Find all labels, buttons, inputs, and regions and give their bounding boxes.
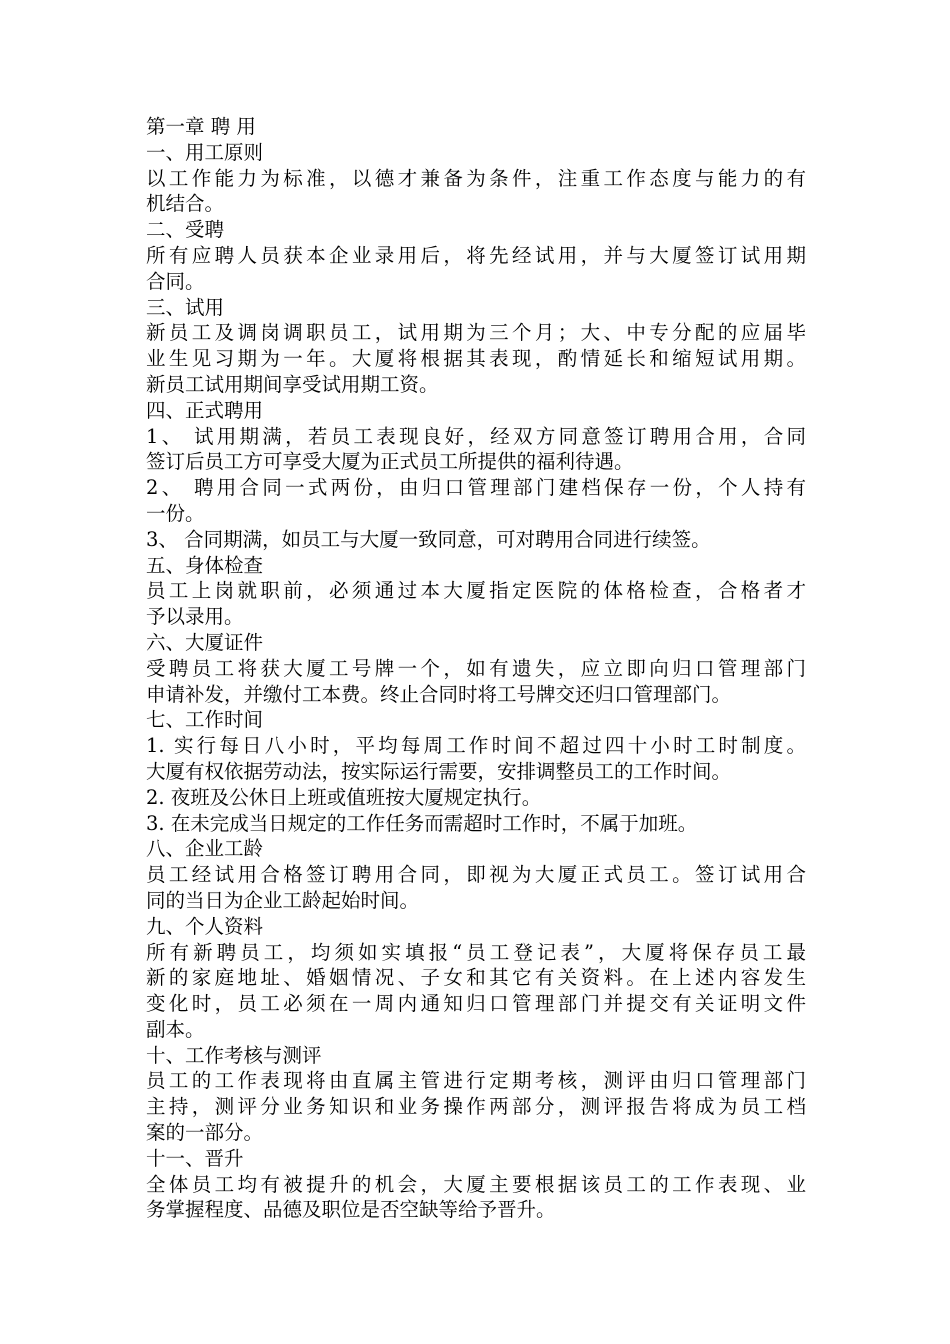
paragraph-line: 所有应聘人员获本企业录用后，将先经试用，并与大厦签订试用期	[146, 243, 806, 267]
paragraph-line: 3. 在未完成当日规定的工作任务而需超时工作时，不属于加班。	[146, 811, 698, 835]
paragraph-line: 以工作能力为标准，以德才兼备为条件，注重工作态度与能力的有	[146, 166, 806, 190]
section-heading: 第一章 聘 用	[146, 115, 256, 138]
paragraph-line: 一份。	[146, 501, 205, 525]
section-heading: 十、工作考核与测评	[146, 1043, 322, 1067]
document-body	[146, 114, 806, 1223]
paragraph-line: 1、 试用期满，若员工表现良好，经双方同意签订聘用合用，合同	[146, 424, 806, 448]
paragraph-line: 员工上岗就职前，必须通过本大厦指定医院的体格检查，合格者才	[146, 579, 806, 603]
paragraph-line: 3、 合同期满，如员工与大厦一致同意，可对聘用合同进行续签。	[146, 527, 711, 551]
paragraph-line: 新的家庭地址、婚姻情况、子女和其它有关资料。在上述内容发生	[146, 966, 806, 990]
paragraph-line: 副本。	[146, 1017, 205, 1041]
paragraph-line: 案的一部分。	[146, 1121, 264, 1145]
section-heading: 三、试用	[146, 295, 225, 319]
paragraph-line: 员工经试用合格签订聘用合同，即视为大厦正式员工。签订试用合	[146, 863, 806, 887]
paragraph-line: 受聘员工将获大厦工号牌一个，如有遗失，应立即向归口管理部门	[146, 656, 806, 680]
paragraph-line: 主持，测评分业务知识和业务操作两部分，测评报告将成为员工档	[146, 1095, 806, 1119]
section-heading: 六、大厦证件	[146, 630, 264, 654]
paragraph-line: 新员工及调岗调职员工，试用期为三个月；大、中专分配的应届毕	[146, 321, 806, 345]
paragraph-line: 大厦有权依据劳动法，按实际运行需要，安排调整员工的工作时间。	[146, 759, 732, 783]
section-heading: 九、个人资料	[146, 914, 264, 938]
paragraph-line: 全体员工均有被提升的机会，大厦主要根据该员工的工作表现、业	[146, 1172, 806, 1196]
section-heading: 七、工作时间	[146, 708, 264, 732]
paragraph-line: 2、 聘用合同一式两份，由归口管理部门建档保存一份，个人持有	[146, 476, 806, 500]
paragraph-line: 1. 实行每日八小时，平均每周工作时间不超过四十小时工时制度。	[146, 734, 806, 758]
section-heading: 一、用工原则	[146, 140, 264, 164]
paragraph-line: 予以录用。	[146, 605, 244, 629]
section-heading: 十一、晋升	[146, 1146, 244, 1170]
paragraph-line: 合同。	[146, 269, 205, 293]
paragraph-line: 业生见习期为一年。大厦将根据其表现，酌情延长和缩短试用期。	[146, 347, 806, 371]
paragraph-line: 务掌握程度、品德及职位是否空缺等给予晋升。	[146, 1198, 556, 1222]
paragraph-line: 2. 夜班及公休日上班或值班按大厦规定执行。	[146, 785, 542, 809]
paragraph-line: 变化时，员工必须在一周内通知归口管理部门并提交有关证明文件	[146, 992, 806, 1016]
section-heading: 八、企业工龄	[146, 837, 264, 861]
paragraph-line: 员工的工作表现将由直属主管进行定期考核，测评由归口管理部门	[146, 1069, 806, 1093]
paragraph-line: 所有新聘员工，均须如实填报“员工登记表”，大厦将保存员工最	[146, 940, 806, 964]
paragraph-line: 签订后员工方可享受大厦为正式员工所提供的福利待遇。	[146, 450, 634, 474]
paragraph-line: 新员工试用期间享受试用期工资。	[146, 372, 439, 396]
paragraph-line: 同的当日为企业工龄起始时间。	[146, 888, 420, 912]
section-heading: 五、身体检查	[146, 553, 264, 577]
paragraph-line: 申请补发，并缴付工本费。终止合同时将工号牌交还归口管理部门。	[146, 682, 732, 706]
section-heading: 四、正式聘用	[146, 398, 264, 422]
paragraph-line: 机结合。	[146, 192, 225, 216]
section-heading: 二、受聘	[146, 218, 225, 242]
